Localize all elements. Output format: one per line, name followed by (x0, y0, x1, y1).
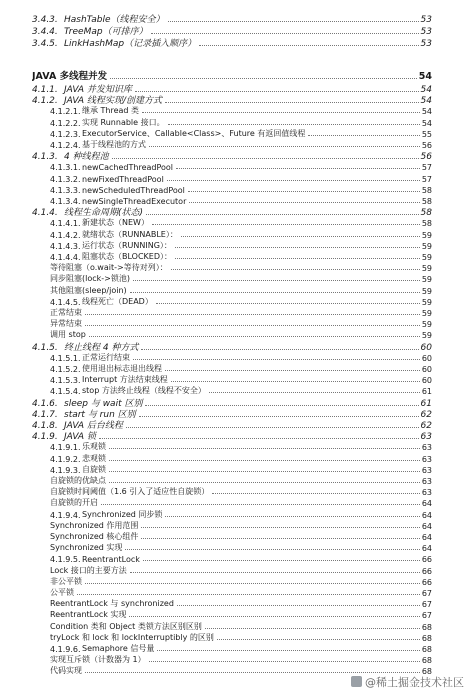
toc-entry-page: 62 (420, 421, 432, 431)
toc-entry-number: 4.1.8. (32, 421, 58, 431)
toc-entry-number: 4.1.9.2. (50, 454, 81, 464)
toc-entry[interactable] (50, 519, 432, 531)
toc-entry-number: 3.4.3. (32, 15, 58, 25)
toc-entry-title: 正常结束 (50, 308, 82, 317)
toc-entry-title: Synchronized 作用范围 (50, 520, 139, 530)
watermark (351, 674, 464, 690)
toc-entry-number: 4.1.2. (32, 96, 58, 107)
dot-leader (199, 45, 418, 46)
toc-entry-page: 59 (421, 331, 432, 341)
toc-entry[interactable] (50, 485, 432, 497)
toc-entry-number: 4.1.7. (32, 409, 58, 420)
toc-entry[interactable] (50, 250, 432, 262)
dot-leader (176, 168, 420, 169)
toc-entry-title: 代码实现 (50, 666, 82, 676)
toc-entry[interactable] (50, 575, 432, 587)
dot-leader (85, 314, 420, 315)
toc-entry-number: 4.1.9.6. (50, 645, 81, 654)
toc-entry-title: ReentrantLock 实现 (50, 610, 127, 620)
toc-entry-title: 终止线程 4 种方式 (64, 342, 139, 353)
toc-entry-number: 4.1.4.3. (50, 241, 81, 251)
dot-leader (175, 258, 420, 259)
toc-entry[interactable] (50, 474, 432, 486)
dot-leader (109, 471, 420, 472)
toc-entry-number: 4.1.5.2. (50, 365, 81, 374)
toc-entry[interactable] (50, 104, 432, 116)
dot-leader (188, 191, 420, 192)
toc-entry-title: 公平锁 (50, 588, 74, 597)
toc-entry-title: newScheduledThreadPool (82, 185, 185, 195)
dot-leader (165, 370, 420, 371)
dot-leader (85, 325, 420, 326)
toc-entry-page: 54 (418, 70, 432, 82)
toc-entry[interactable] (50, 284, 432, 296)
toc-entry-title: 自旋锁时间阈值（1.6 引入了适应性自旋锁） (50, 487, 210, 497)
dot-leader (85, 583, 420, 584)
dot-leader (168, 21, 419, 22)
toc-entry-number: 4.1.4.1. (50, 219, 81, 229)
toc-entry[interactable] (50, 127, 432, 139)
toc-entry-page: 54 (420, 96, 432, 107)
dot-leader (212, 493, 420, 494)
toc-entry[interactable] (50, 463, 432, 475)
toc-entry-title: Condition 类和 Object 类锁方法区别区别 (50, 621, 202, 631)
toc-entry-title: 继承 Thread 类 (82, 106, 140, 116)
dot-leader (101, 504, 420, 505)
toc-entry-title: 同步阻塞(lock->锁池) (50, 274, 130, 284)
toc-entry[interactable] (50, 116, 432, 128)
toc-entry-number: 4.1.2.4. (50, 141, 81, 150)
toc-entry-title: tryLock 和 lock 和 lockInterruptibly 的区别 (50, 632, 214, 642)
dot-leader (168, 124, 420, 125)
toc-entry[interactable] (50, 295, 432, 307)
toc-entry-number: 4.1.1. (32, 85, 58, 95)
toc-entry-title: 运行状态（RUNNING）： (82, 240, 172, 250)
toc-entry-page: 64 (421, 510, 432, 520)
toc-entry-number: 4.1.5. (32, 342, 58, 353)
toc-entry-page: 58 (421, 197, 432, 206)
dot-leader (133, 280, 420, 281)
toc-entry-title: sleep 与 wait 区别 (64, 398, 143, 409)
toc-entry-page: 64 (421, 544, 432, 554)
toc-entry[interactable] (50, 328, 432, 340)
toc-entry-page: 61 (421, 387, 432, 397)
toc-entry[interactable] (50, 172, 432, 184)
toc-entry[interactable] (50, 541, 432, 553)
dot-leader (149, 661, 420, 662)
toc-entry-title: 非公平锁 (50, 576, 82, 586)
toc-entry-page: 64 (421, 499, 432, 509)
dot-leader (135, 91, 419, 92)
dot-leader (145, 405, 418, 406)
toc-entry-page: 66 (421, 555, 432, 565)
toc-entry-title: ExecutorService、Callable<Class>、Future 有返回值线程 (82, 128, 306, 138)
toc-entry[interactable] (50, 183, 432, 195)
toc-entry-title: 线程生命周期(状态) (64, 208, 144, 219)
toc-entry[interactable] (50, 597, 432, 609)
toc-entry[interactable] (50, 317, 432, 329)
dot-leader (171, 269, 420, 270)
toc-entry-page: 68 (421, 633, 432, 643)
toc-entry-title: newCachedThreadPool (82, 163, 174, 173)
toc-entry-title: 4 种线程池 (64, 152, 109, 163)
dot-leader (99, 438, 419, 439)
toc-entry[interactable] (50, 272, 432, 284)
toc-entry-page: 68 (421, 622, 432, 632)
toc-entry-page: 58 (420, 208, 432, 219)
toc-entry-title: newFixedThreadPool (82, 174, 164, 184)
dot-leader (205, 628, 420, 629)
toc-entry-number: 4.1.3. (32, 152, 58, 163)
toc-entry-page: 56 (420, 152, 432, 163)
toc-entry[interactable] (50, 194, 432, 206)
toc-entry[interactable] (32, 36, 432, 49)
toc-entry-title: JAVA 后台线程 (64, 421, 123, 431)
toc-entry-number: 4.1.4.4. (50, 253, 81, 262)
toc-entry[interactable] (50, 653, 432, 665)
toc-entry-title: 就绪状态（RUNNABLE）： (82, 229, 178, 239)
toc-entry-page: 63 (421, 477, 432, 486)
toc-entry[interactable] (50, 373, 432, 385)
dot-leader (308, 135, 419, 136)
toc-entry-number: 4.1.4.5. (50, 297, 81, 307)
toc-entry-page: 56 (421, 141, 432, 150)
dot-leader (125, 549, 419, 550)
toc-entry-number: 4.1.3.3. (50, 185, 81, 195)
toc-entry-page: 59 (421, 264, 432, 274)
toc-entry[interactable] (50, 564, 432, 576)
toc-entry-page: 59 (421, 309, 432, 318)
toc-entry[interactable] (32, 68, 432, 82)
toc-entry-title: Semaphore 信号量 (82, 644, 155, 653)
toc-entry-page: 66 (421, 577, 432, 587)
toc-entry-page: 54 (421, 118, 432, 128)
dot-leader (77, 594, 420, 595)
toc-entry[interactable] (50, 440, 432, 452)
dot-leader (152, 224, 420, 225)
toc-entry-title: JAVA 锁 (64, 432, 96, 443)
dot-leader (157, 650, 419, 651)
watermark-text: @稀土掘金技术社区 (365, 676, 464, 689)
toc-entry[interactable] (50, 306, 432, 318)
toc-entry-title: ReentrantLock (82, 555, 140, 565)
dot-leader (109, 482, 420, 483)
toc-entry-title: start 与 run 区别 (64, 409, 136, 420)
toc-entry-number: 4.1.3.2. (50, 174, 81, 184)
dot-leader (209, 392, 420, 393)
toc-entry-title: 乐观锁 (82, 442, 106, 452)
dot-leader (130, 292, 420, 293)
toc-entry[interactable] (50, 362, 432, 374)
toc-entry-title: 自旋锁的优缺点 (50, 476, 106, 485)
toc-entry[interactable] (50, 160, 432, 172)
toc-entry-page: 55 (421, 129, 432, 139)
toc-entry-title: JAVA 线程实现/创建方式 (64, 96, 162, 107)
dot-leader (133, 359, 420, 360)
toc-entry-number: 4.1.5.1. (50, 353, 81, 363)
toc-entry-number: 4.1.3.4. (50, 197, 81, 206)
toc-entry-number: 4.1.2.1. (50, 107, 81, 117)
toc-entry-page: 57 (421, 174, 432, 184)
toc-entry[interactable] (50, 608, 432, 620)
dot-leader (139, 416, 419, 417)
toc-entry-page: 54 (421, 107, 432, 117)
toc-entry-number: 4.1.2.2. (50, 118, 81, 128)
dot-leader (129, 616, 419, 617)
toc-entry[interactable] (50, 261, 432, 273)
dot-leader (141, 538, 419, 539)
toc-entry-page: 53 (420, 39, 432, 49)
dot-leader (165, 102, 419, 103)
toc-entry-page: 63 (421, 465, 432, 475)
toc-entry-number: 4.1.3.1. (50, 163, 81, 173)
toc-entry-number: 4.1.9.5. (50, 555, 81, 565)
dot-leader (126, 427, 419, 428)
toc-entry-title: 调用 stop (50, 330, 86, 340)
toc-entry-number: 4.1.4.2. (50, 230, 81, 240)
toc-entry-page: 63 (421, 443, 432, 453)
toc-entry-page: 53 (420, 15, 432, 25)
toc-entry[interactable] (50, 138, 432, 150)
toc-entry-page: 60 (420, 342, 432, 353)
dot-leader (130, 572, 420, 573)
toc-entry-page: 59 (421, 286, 432, 296)
toc-entry-page: 57 (421, 163, 432, 173)
toc-entry-page: 61 (420, 398, 432, 409)
toc-entry-title: 其他阻塞(sleep/join) (50, 285, 127, 295)
toc-entry-title: Synchronized 同步锁 (82, 509, 163, 519)
toc-entry-page: 60 (421, 365, 432, 374)
toc-entry-title: 正常运行结束 (82, 352, 130, 362)
toc-entry-page: 59 (421, 230, 432, 240)
toc-entry[interactable] (50, 384, 432, 396)
toc-entry[interactable] (50, 642, 432, 654)
toc-entry-number: 4.1.9. (32, 432, 58, 443)
toc-entry-title: newSingleThreadExecutor (82, 197, 187, 206)
toc-entry[interactable] (50, 631, 432, 643)
dot-leader (167, 180, 420, 181)
toc-entry-page: 64 (421, 521, 432, 531)
dot-leader (175, 247, 420, 248)
dot-leader (156, 303, 420, 304)
toc-entry-page: 60 (421, 353, 432, 363)
dot-leader (109, 460, 420, 461)
dot-leader (141, 349, 418, 350)
dot-leader (181, 236, 420, 237)
toc-entry-number: 4.1.9.4. (50, 510, 81, 520)
toc-entry-title: Lock 接口的主要方法 (50, 565, 127, 575)
toc-entry-title: 自旋锁的开启 (50, 498, 98, 508)
toc-entry[interactable] (50, 228, 432, 240)
toc-entry-number: 4.1.9.1. (50, 443, 81, 453)
toc-entry-title: 自旋锁 (82, 464, 106, 474)
toc-entry-title: 阻塞状态（BLOCKED）： (82, 252, 173, 261)
toc-entry-page: 68 (421, 645, 432, 654)
toc-entry-number: 4.1.2.3. (50, 129, 81, 139)
toc-entry-page: 67 (421, 611, 432, 621)
toc-entry-page: 59 (421, 297, 432, 307)
toc-entry-title: LinkHashMap（记录插入顺序） (64, 39, 197, 49)
toc-entry-page: 63 (420, 432, 432, 443)
toc-entry-page: 64 (421, 533, 432, 542)
toc-entry-title: Synchronized 核心组件 (50, 532, 139, 541)
toc-entry-page: 67 (421, 600, 432, 610)
toc-entry-number: 4.1.5.3. (50, 376, 81, 386)
dot-leader (189, 202, 419, 203)
dot-leader (146, 214, 419, 215)
toc-entry-page: 68 (421, 667, 432, 677)
dot-leader (143, 560, 420, 561)
toc-entry-title: Interrupt 方法结束线程 (82, 375, 168, 385)
toc-entry-page: 59 (421, 241, 432, 251)
toc-entry-page: 62 (420, 409, 432, 420)
toc-entry-title: 异常结束 (50, 319, 82, 329)
toc-entry-title: 基于线程池的方式 (82, 140, 146, 149)
dot-leader (217, 639, 420, 640)
toc-entry-title: 等待阻塞（o.wait->等待对列）： (50, 263, 168, 273)
dot-leader (171, 381, 420, 382)
toc-entry[interactable] (50, 351, 432, 363)
toc-entry-title: 悲观锁 (82, 453, 106, 463)
watermark-logo-icon (351, 676, 362, 687)
toc-entry[interactable] (50, 620, 432, 632)
toc-entry[interactable] (50, 452, 432, 464)
toc-entry-title: 实现互斥锁（计数器为 1） (50, 655, 146, 665)
toc-entry-page: 63 (421, 454, 432, 464)
dot-leader (142, 112, 420, 113)
toc-entry-title: 线程死亡（DEAD） (82, 296, 153, 306)
toc-entry-page: 59 (421, 253, 432, 262)
dot-leader (109, 448, 420, 449)
toc-entry[interactable] (50, 508, 432, 520)
toc-entry-title: stop 方法终止线程（线程不安全） (82, 386, 206, 396)
toc-entry-title: TreeMap（可排序） (64, 27, 148, 37)
toc-entry-number: 4.1.4. (32, 208, 58, 219)
toc-entry-number: 3.4.5. (32, 39, 58, 49)
toc-entry[interactable] (50, 530, 432, 542)
toc-entry-title: HashTable（线程安全） (64, 15, 165, 25)
toc-entry-page: 53 (420, 27, 432, 37)
toc-entry-page: 60 (421, 376, 432, 386)
toc-entry-page: 67 (421, 589, 432, 598)
toc-entry[interactable] (50, 239, 432, 251)
toc-entry-page: 59 (421, 275, 432, 285)
toc-entry[interactable] (50, 586, 432, 598)
dot-leader (151, 33, 419, 34)
toc-entry-title: JAVA 并发知识库 (64, 85, 132, 95)
toc-entry-page: 54 (420, 85, 432, 95)
dot-leader (149, 146, 420, 147)
toc-entry-number: 3.4.4. (32, 27, 58, 37)
toc-entry-page: 68 (421, 656, 432, 666)
toc-entry-page: 63 (421, 488, 432, 498)
toc-entry-number: 4.1.6. (32, 398, 58, 409)
toc-entry-title: ReentrantLock 与 synchronized (50, 599, 174, 609)
toc-entry-page: 58 (421, 219, 432, 229)
toc-entry-page: 59 (421, 320, 432, 330)
dot-leader (112, 158, 419, 159)
toc-entry-number: 4.1.5.4. (50, 387, 81, 397)
toc-entry-page: 58 (421, 185, 432, 195)
toc-entry-title: JAVA 多线程并发 (32, 70, 108, 82)
dot-leader (141, 527, 419, 528)
toc-entry-title: Synchronized 实现 (50, 543, 123, 553)
toc-entry[interactable] (50, 552, 432, 564)
toc-entry-title: 新建状态（NEW） (82, 218, 149, 228)
dot-leader (89, 336, 420, 337)
dot-leader (110, 78, 417, 79)
toc-entry-number: 4.1.9.3. (50, 465, 81, 475)
toc-entry-title: 使用退出标志退出线程 (82, 364, 162, 373)
dot-leader (177, 605, 420, 606)
dot-leader (165, 516, 419, 517)
toc-entry-page: 66 (421, 566, 432, 576)
toc-entry-title: 实现 Runnable 接口。 (82, 117, 165, 127)
toc-entry[interactable] (50, 496, 432, 508)
toc-entry[interactable] (50, 216, 432, 228)
